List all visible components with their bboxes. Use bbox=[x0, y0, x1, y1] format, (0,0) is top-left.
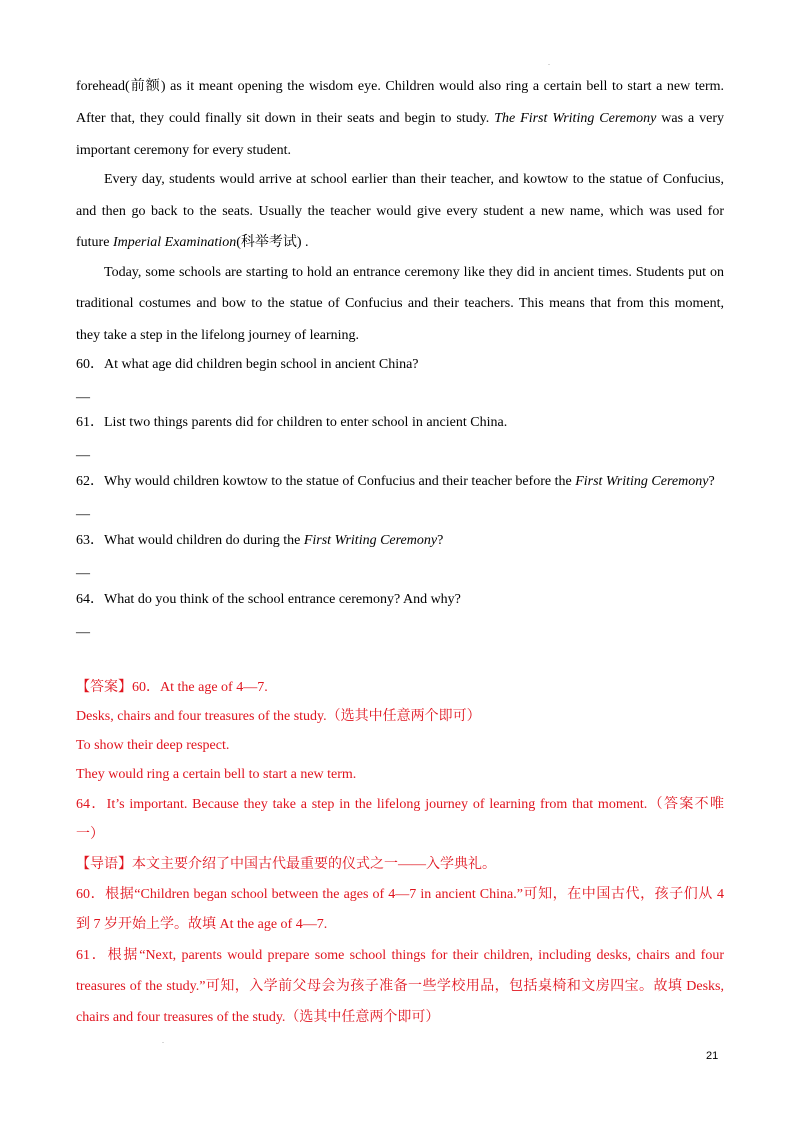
passage-text: (科举考试) . bbox=[236, 235, 309, 250]
passage-text: was a very bbox=[661, 111, 725, 126]
answer-blank: — bbox=[76, 448, 90, 463]
explanation-60: 60．根据“Children began school between the ages of 4—7 in ancient China.”可知，在中国古代，孩子们从 4 bbox=[76, 887, 724, 902]
passage-text: future bbox=[76, 235, 110, 250]
ceremony-title: First Writing Ceremony bbox=[575, 474, 709, 489]
page-number: 21 bbox=[706, 1050, 719, 1062]
question-text: ? bbox=[437, 533, 444, 548]
question-text: ? bbox=[708, 474, 715, 489]
answer-62: To show their deep respect. bbox=[76, 738, 230, 753]
answer-blank: — bbox=[76, 566, 90, 581]
passage-line: Every day, students would arrive at school earlier than their teacher, and kowtow to the statue of Confucius, bbox=[104, 172, 724, 187]
question-text: 62．Why would children kowtow to the statue of Confucius and their teacher before the bbox=[76, 474, 572, 489]
question-64: 64．What do you think of the school entrance ceremony? And why? bbox=[76, 592, 461, 607]
explanation-61: 61．根据“Next, parents would prepare some school things for their children, including desks, chairs and four bbox=[76, 948, 724, 963]
answer-63: They would ring a certain bell to start a new term. bbox=[76, 767, 357, 782]
passage-line: Today, some schools are starting to hold an entrance ceremony like they did in ancient times. Students put on bbox=[104, 265, 724, 280]
passage-line: forehead(前额) as it meant opening the wisdom eye. Children would also ring a certain bell to start a new term. bbox=[76, 79, 724, 94]
explanation-60-cont: 到 7 岁开始上学。故填 At the age of 4—7. bbox=[76, 917, 328, 932]
ceremony-title: The First Writing Ceremony bbox=[494, 111, 657, 126]
passage-line: important ceremony for every student. bbox=[76, 143, 291, 158]
guide-text: 【导语】本文主要介绍了中国古代最重要的仪式之一——入学典礼。 bbox=[76, 857, 496, 872]
explanation-61-cont: chairs and four treasures of the study.（选其中任意两个即可） bbox=[76, 1010, 440, 1025]
question-61: 61．List two things parents did for children to enter school in ancient China. bbox=[76, 415, 508, 430]
answer-blank: — bbox=[76, 390, 90, 405]
answer-blank: — bbox=[76, 625, 90, 640]
answer-61: Desks, chairs and four treasures of the study.（选其中任意两个即可） bbox=[76, 709, 481, 724]
passage-line: and then go back to the seats. Usually the teacher would give every student a new name, which was used for bbox=[76, 204, 724, 219]
explanation-61-cont: treasures of the study.”可知，入学前父母会为孩子准备一些学校用品，包括桌椅和文房四宝。故填 Desks, bbox=[76, 979, 724, 994]
answer-64: 64．It’s important. Because they take a step in the lifelong journey of learning from that moment.（答案不唯 bbox=[76, 797, 724, 812]
scan-dot: . bbox=[548, 58, 550, 67]
answer-blank: — bbox=[76, 507, 90, 522]
question-63 bbox=[76, 531, 724, 551]
answer-64-cont: 一） bbox=[76, 827, 104, 842]
passage-text: After that, they could finally sit down in their seats and begin to study. bbox=[76, 111, 490, 126]
exam-title: Imperial Examination bbox=[112, 235, 237, 250]
passage-line: they take a step in the lifelong journey of learning. bbox=[76, 328, 360, 343]
answer-60: 【答案】60．At the age of 4—7. bbox=[76, 680, 268, 695]
question-62 bbox=[76, 472, 724, 492]
passage-line bbox=[76, 233, 724, 253]
question-text: 63．What would children do during the bbox=[76, 533, 301, 548]
passage-line bbox=[76, 109, 724, 129]
scan-dot: . bbox=[162, 1036, 164, 1045]
ceremony-title: First Writing Ceremony bbox=[303, 533, 438, 548]
question-60: 60．At what age did children begin school in ancient China? bbox=[76, 357, 419, 372]
passage-line: traditional costumes and bow to the statue of Confucius and their teachers. This means that from this moment, bbox=[76, 296, 724, 311]
